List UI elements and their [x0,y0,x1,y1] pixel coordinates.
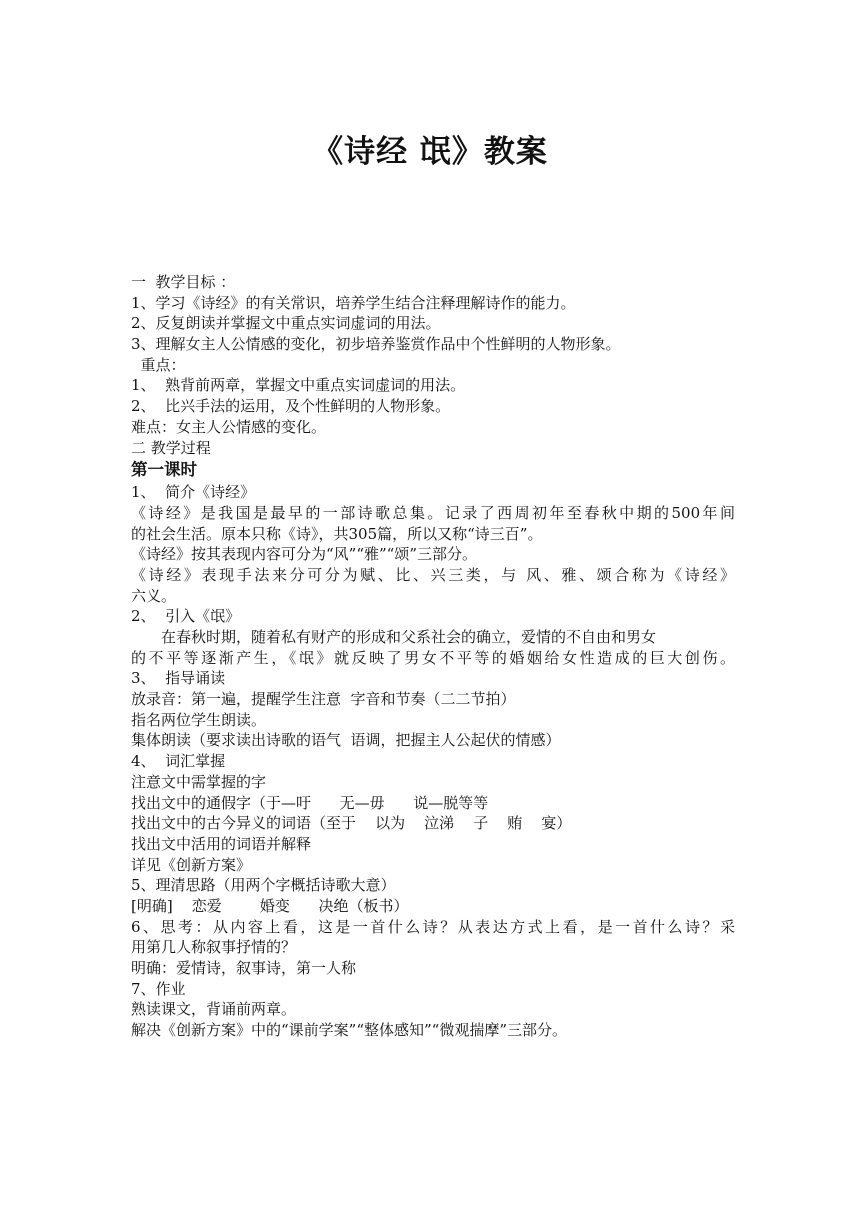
text-line: 的社会生活。原本只称《诗》，共305篇，所以又称“诗三百”。 [131,524,543,543]
text-line: 一 教学目标 ： [131,273,236,291]
text-line: 六义。 [131,586,177,605]
text-line: 集体朗读（要求读出诗歌的语气 语调，把握主人公起伏的情感） [131,731,561,750]
text-line: 难点：女主人公情感的变化。 [131,417,327,436]
text-line: 熟读课文，背诵前两章。 [131,1000,297,1019]
text-line: 明确：爱情诗，叙事诗，第一人称 [131,959,357,977]
text-line: 6、思考：从内容上看，这是一首什么诗？从表达方式上看，是一首什么诗？采 [131,917,735,936]
text-line: 二 教学过程 [131,438,211,457]
text-line: 指名两位学生朗读。 [131,710,267,729]
text-line: 放录音：第一遍，提醒学生注意 字音和节奏（二二节拍） [131,690,516,709]
text-line: 注意文中需掌握的字 [131,772,267,791]
text-line: 找出文中的通假字（于—吁 无—毋 说—脱等等 [131,793,489,812]
text-line: 找出文中活用的词语并解释 [131,834,312,853]
text-line: 《诗经》是我国是最早的一部诗歌总集。记录了西周初年至春秋中期的500年间 [131,503,735,522]
text-line: 在春秋时期，随着私有财产的形成和父系社会的确立，爱情的不自由和男女 [161,628,657,646]
text-line: 3、理解女主人公情感的变化，初步培养鉴赏作品中个性鲜明的人物形象。 [131,335,621,354]
text-line: 重点： [131,355,186,374]
text-line: 的不平等逐渐产生，《氓》就反映了男女不平等的婚姻给女性造成的巨大创伤。 [131,648,735,667]
text-line: 4、 词汇掌握 [131,752,226,771]
text-line: 1、 简介《诗经》 [131,483,256,502]
document-title: 《诗经 氓》教案 [312,134,548,170]
text-line: 2、 比兴手法的运用，及个性鲜明的人物形象。 [131,397,451,416]
text-line: 用第几人称叙事抒情的？ [131,938,297,957]
text-line: 3、 指导诵读 [131,669,226,688]
text-line: 《诗经》表现手法来分可分为赋、比、兴三类，与 风、雅、颂合称为《诗经》 [131,565,735,584]
text-line: 找出文中的古今异义的词语（至于 以为 泣涕 子 贿 宴） [131,814,572,833]
document-body [131,272,735,1041]
text-line: 1、学习《诗经》的有关常识，培养学生结合注释理解诗作的能力。 [131,293,576,312]
text-line: 1、 熟背前两章，掌握文中重点实词虚词的用法。 [131,376,466,395]
text-line: 7、作业 [131,979,186,998]
text-line: [明确] 恋爱 婚变 决绝（板书） [131,896,409,915]
text-line: 2、 引入《氓》 [131,607,241,626]
text-line: 2、反复朗读并掌握文中重点实词虚词的用法。 [131,314,441,333]
text-line: 5、理清思路（用两个字概括诗歌大意） [131,876,396,895]
text-line: 详见《创新方案》 [131,855,252,874]
section-heading: 第一课时 [131,460,197,480]
text-line: 《诗经》按其表现内容可分为“风”“雅”“颂”三部分。 [131,545,478,564]
text-line: 解决《创新方案》中的“课前学案”“整体感知”“微观揣摩”三部分。 [131,1021,568,1040]
